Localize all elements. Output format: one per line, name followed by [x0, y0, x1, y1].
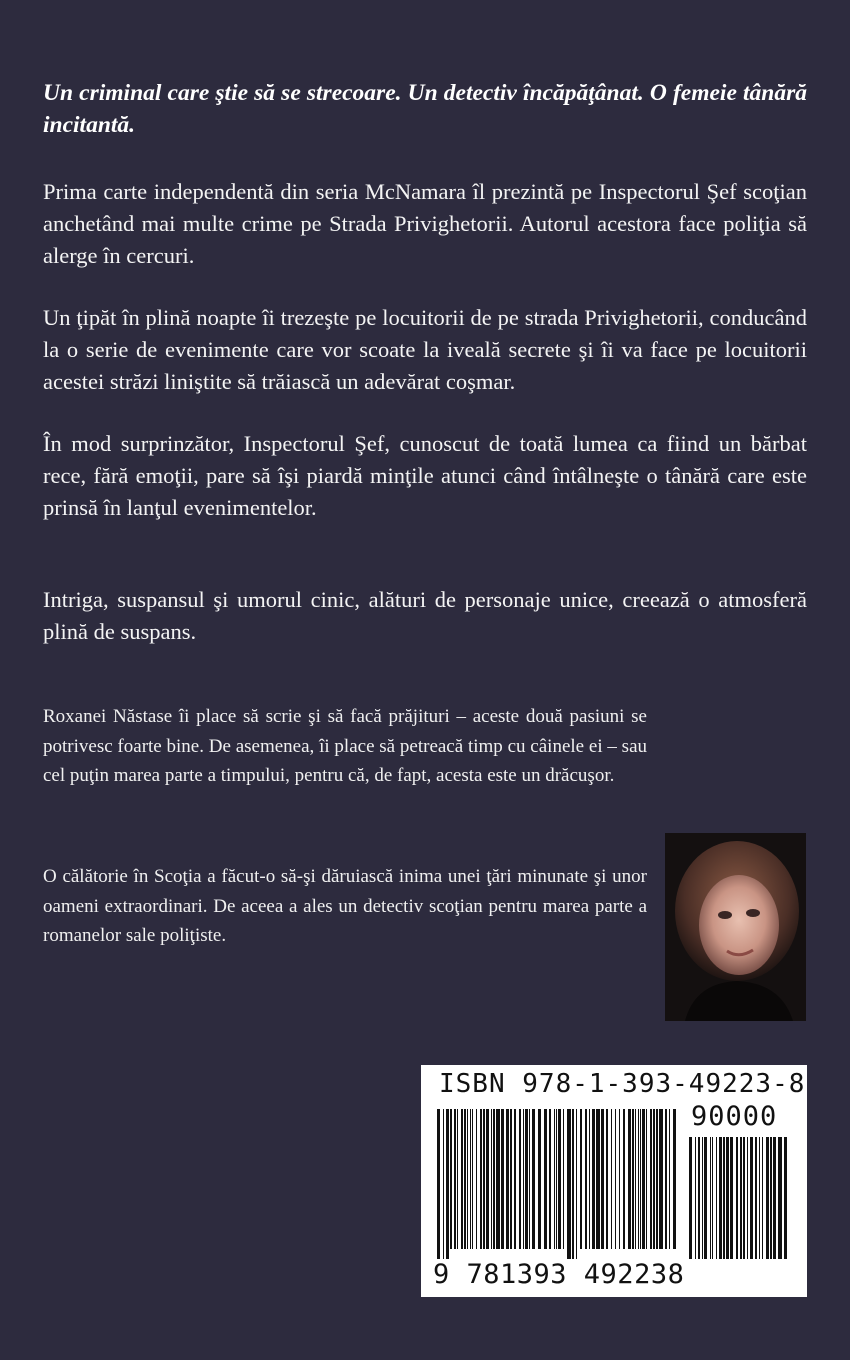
isbn-barcode [421, 1065, 807, 1297]
barcode-bar [642, 1109, 645, 1249]
barcode-bar [525, 1109, 528, 1249]
barcode-bar [491, 1109, 492, 1249]
barcode-bar [437, 1109, 440, 1259]
barcode-bar [698, 1137, 700, 1259]
barcode-bar [558, 1109, 561, 1249]
barcode-bar [762, 1137, 763, 1259]
barcode-bar [615, 1109, 616, 1249]
barcode-bar [464, 1109, 466, 1249]
barcode-addon-code: 90000 [691, 1101, 778, 1132]
barcode-bar [446, 1109, 449, 1259]
barcode-bar [689, 1137, 692, 1259]
barcode-bar [726, 1137, 729, 1259]
barcode-bar [759, 1137, 760, 1259]
barcode-bar [544, 1109, 547, 1249]
barcode-bar [755, 1137, 757, 1259]
barcode-bar [611, 1109, 612, 1249]
author-bio-paragraph-1: Roxanei Năstase îi place să scrie şi să facă prăjituri – aceste două pasiuni se potrivesc foarte bine. De asemenea, îi place să petreacă timp cu câinele ei – sau cel puţin marea parte a timpului, pentru că, de fapt, acesta este un drăcuşor. [43, 706, 647, 786]
barcode-bar [563, 1109, 564, 1249]
barcode-bar [665, 1109, 667, 1249]
barcode-bar [712, 1137, 713, 1259]
barcode-bar [723, 1137, 725, 1259]
author-photo [665, 833, 806, 1021]
barcode-bar [736, 1137, 738, 1259]
barcode-bar [635, 1109, 636, 1249]
barcode-bar [638, 1109, 639, 1249]
barcode-bar [750, 1137, 753, 1259]
barcode-bar [486, 1109, 489, 1249]
barcode-bar [576, 1109, 577, 1259]
barcode-bar [549, 1109, 551, 1249]
barcode-bar [673, 1109, 676, 1249]
barcode-bar [501, 1109, 504, 1249]
barcode-bar [719, 1137, 722, 1259]
barcode-bar [496, 1109, 500, 1249]
barcode-bar [480, 1109, 482, 1249]
barcode-bar [784, 1137, 787, 1259]
barcode-bar [538, 1109, 541, 1249]
author-bio-paragraph-2: O călătorie în Scoţia a făcut-o să-şi dăruiască inima unei ţări minunate şi unor oameni extraordinari. De aceea a ales un detectiv scoţian pentru marea parte a romanelor sale poliţiste. [43, 866, 647, 946]
barcode-bar [554, 1109, 555, 1249]
barcode-bar [567, 1109, 571, 1259]
barcode-bar [470, 1109, 471, 1249]
barcode-bar [450, 1109, 452, 1249]
barcode-bar [472, 1109, 473, 1249]
barcode-bar [730, 1137, 733, 1259]
barcode-bar [716, 1137, 717, 1259]
barcode-bar [457, 1109, 458, 1249]
ean-digits: 9 781393 492238 [433, 1259, 685, 1290]
barcode-bar [656, 1109, 658, 1249]
barcode-bar [778, 1137, 782, 1259]
barcode-bar [510, 1109, 512, 1249]
barcode-bar [740, 1137, 742, 1259]
barcode-bar [628, 1109, 631, 1249]
barcode-bar [695, 1137, 696, 1259]
barcode-bar [623, 1109, 625, 1249]
barcode-bar [476, 1109, 477, 1249]
barcode-bar [580, 1109, 582, 1249]
blurb-paragraph-1: Prima carte independentă din seria McNamara îl prezintă pe Inspectorul Şef scoţian anchetând mai multe crime pe Strada Privighetorii. Autorul acestora face poliţia să alerge în cercuri. [43, 179, 807, 268]
isbn-label: ISBN 978-1-393-49223-8 [439, 1069, 806, 1099]
barcode-bar [743, 1137, 745, 1259]
barcode-bar [669, 1109, 670, 1249]
barcode-bar [493, 1109, 495, 1249]
barcode-bar [770, 1137, 772, 1259]
barcode-bar [556, 1109, 557, 1249]
barcode-bar [467, 1109, 468, 1249]
barcode-bar [592, 1109, 595, 1249]
barcode-bar [704, 1137, 707, 1259]
barcode-bar [519, 1109, 521, 1249]
addon-barcode-bars [689, 1137, 791, 1259]
barcode-bar [766, 1137, 769, 1259]
barcode-bar [702, 1137, 703, 1259]
barcode-bar [461, 1109, 463, 1249]
barcode-bar [585, 1109, 587, 1249]
barcode-bar [589, 1109, 590, 1249]
barcode-bar [747, 1137, 748, 1259]
barcode-bar [514, 1109, 516, 1249]
barcode-bar [572, 1109, 574, 1259]
barcode-bar [659, 1109, 663, 1249]
barcode-bar [632, 1109, 634, 1249]
barcode-bar [640, 1109, 641, 1249]
barcode-bar [606, 1109, 608, 1249]
barcode-bar [650, 1109, 652, 1249]
barcode-bar [506, 1109, 509, 1249]
ean-barcode-bars [437, 1109, 677, 1259]
barcode-bar [773, 1137, 776, 1259]
barcode-bar [653, 1109, 655, 1249]
barcode-bar [646, 1109, 647, 1249]
barcode-bar [523, 1109, 524, 1249]
barcode-bar [710, 1137, 711, 1259]
barcode-bar [454, 1109, 456, 1249]
barcode-bar [529, 1109, 530, 1249]
blurb-paragraph-3: În mod surprinzător, Inspectorul Şef, cunoscut de toată lumea ca fiind un bărbat rece, fără emoţii, pare să îşi piardă minţile atunci când întâlneşte o tânără care este prinsă în lanţul evenimentelor. [43, 431, 807, 520]
barcode-bar [532, 1109, 535, 1249]
barcode-bar [601, 1109, 604, 1249]
tagline: Un criminal care ştie să se strecoare. Un detectiv încăpăţânat. O femeie tânără incitantă. [43, 80, 807, 138]
blurb-paragraph-4: Intriga, suspansul şi umorul cinic, alături de personaje unice, creează o atmosferă plină de suspans. [43, 587, 807, 644]
blurb-paragraph-2: Un ţipăt în plină noapte îi trezeşte pe locuitorii de pe strada Privighetorii, conducând la o serie de evenimente care vor scoate la iveală secrete şi îi va face pe locuitorii acestei străzi liniştite să trăiască un adevărat coşmar. [43, 305, 807, 394]
barcode-bar [619, 1109, 620, 1249]
barcode-bar [483, 1109, 485, 1249]
barcode-bar [443, 1109, 444, 1259]
barcode-bar [596, 1109, 600, 1249]
